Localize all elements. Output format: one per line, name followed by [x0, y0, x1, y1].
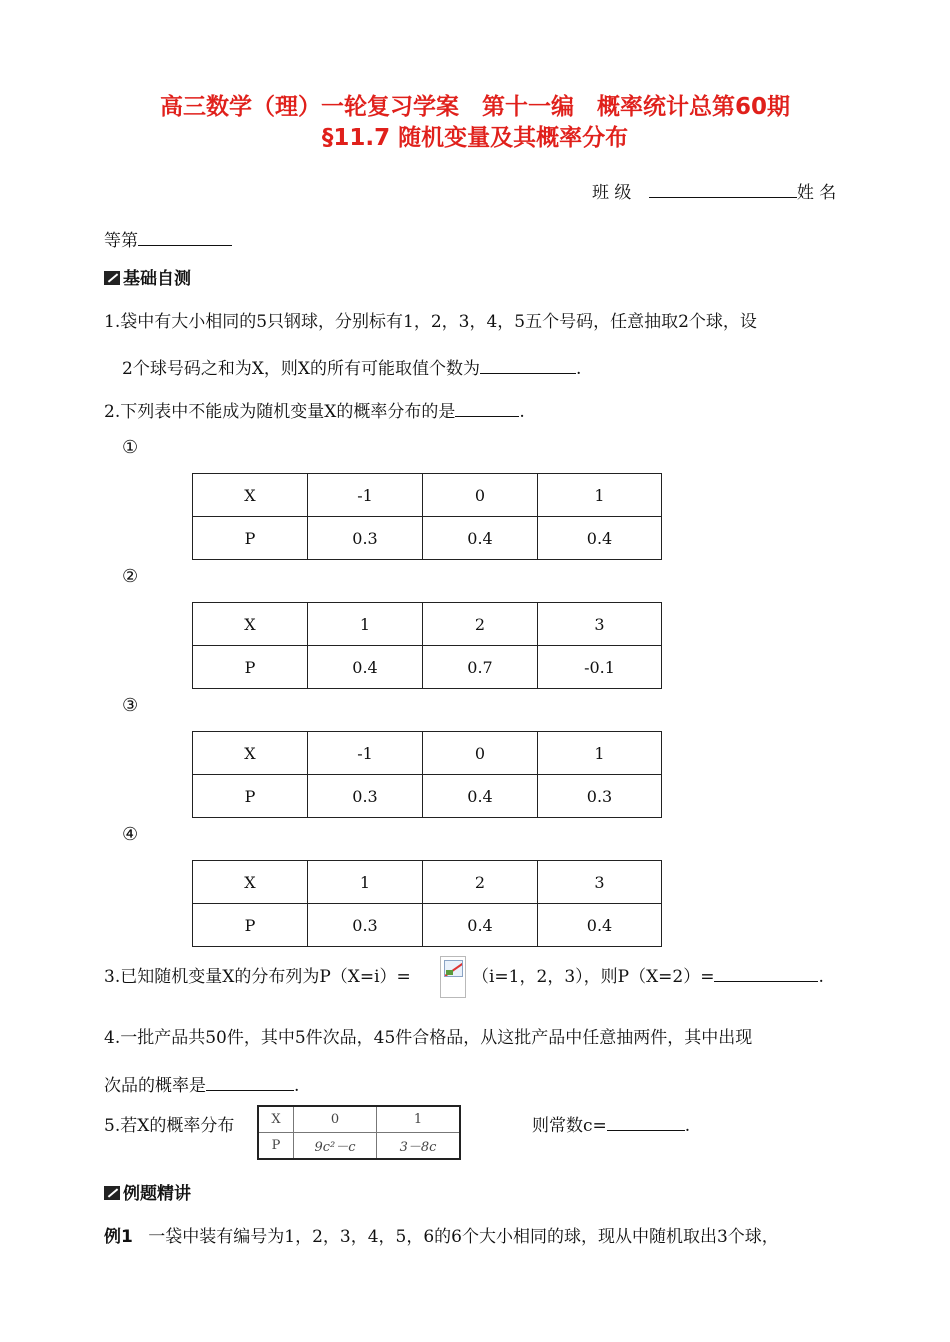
table-row	[193, 474, 662, 517]
q2-stem	[104, 397, 525, 422]
pencil-icon	[104, 271, 120, 285]
table-cell: 9c²－c	[294, 1133, 377, 1160]
table-cell: 3	[538, 603, 662, 646]
example1-text: 一袋中装有编号为1，2，3，4，5，6的6个大小相同的球，现从中随机取出3个球，	[148, 1227, 779, 1247]
q1-line2-text: 2个球号码之和为X，则X的所有可能取值个数为	[122, 359, 481, 379]
q4-end: .	[294, 1076, 300, 1096]
option-mark-4: ④	[122, 824, 139, 845]
table-cell: 0	[423, 474, 538, 517]
grade-label: 等第	[104, 231, 138, 251]
q5-answer	[532, 1111, 690, 1136]
table-row	[258, 1106, 460, 1133]
table-cell: X	[193, 474, 308, 517]
table-cell: 0	[294, 1106, 377, 1133]
table-cell: 0.3	[308, 775, 423, 818]
table-cell: 0.4	[538, 517, 662, 560]
q2-end: .	[519, 402, 525, 422]
document-title: 高三数学（理）一轮复习学案 第十一编 概率统计总第60期	[159, 94, 790, 120]
table-cell: 0.4	[538, 904, 662, 947]
q3-suffix	[472, 962, 824, 987]
table-cell: 0	[423, 732, 538, 775]
option-mark-3: ③	[122, 695, 139, 716]
table-cell: 0.4	[423, 904, 538, 947]
class-field	[592, 178, 836, 203]
q5-answer-blank[interactable]	[607, 1112, 685, 1131]
table-cell: 0.4	[308, 646, 423, 689]
section-basic-heading	[104, 264, 191, 289]
example1	[104, 1222, 779, 1247]
table-cell: 0.7	[423, 646, 538, 689]
table-cell: 1	[308, 861, 423, 904]
table-cell: 2	[423, 861, 538, 904]
q4-line2	[104, 1071, 299, 1096]
q3-prefix: 3.已知随机变量X的分布列为P（X=i）=	[104, 967, 411, 987]
section-examples-label: 例题精讲	[123, 1184, 191, 1204]
document-subtitle: §11.7 随机变量及其概率分布	[321, 125, 629, 151]
example1-label: 例1	[104, 1227, 133, 1247]
table-cell: 0.3	[538, 775, 662, 818]
distribution-table-4	[192, 860, 662, 947]
broken-image-icon	[440, 956, 466, 998]
q4-line1: 4.一批产品共50件，其中5件次品，45件合格品，从这批产品中任意抽两件，其中出现	[104, 1028, 753, 1048]
table-cell: 0.4	[423, 775, 538, 818]
table-cell: 0.4	[423, 517, 538, 560]
class-label: 班 级	[592, 183, 632, 203]
name-label: 姓 名	[796, 183, 837, 203]
option-mark-2: ②	[122, 566, 139, 587]
table-row	[258, 1133, 460, 1160]
table-cell: X	[193, 861, 308, 904]
table-cell: 1	[538, 474, 662, 517]
table-cell: P	[193, 646, 308, 689]
q5-distribution-table	[257, 1105, 461, 1160]
table-cell: -1	[308, 732, 423, 775]
table-row	[193, 904, 662, 947]
table-cell: P	[193, 775, 308, 818]
q1-line2	[122, 354, 581, 379]
table-row	[193, 603, 662, 646]
q4-line2-text: 次品的概率是	[104, 1076, 206, 1096]
table-cell: P	[193, 517, 308, 560]
q4-answer-blank[interactable]	[206, 1072, 294, 1091]
q1-answer-blank[interactable]	[480, 355, 576, 374]
table-cell: 1	[308, 603, 423, 646]
q5-answer-label: 则常数c=	[532, 1116, 607, 1136]
q3-answer-blank[interactable]	[714, 963, 818, 982]
table-cell: 1	[538, 732, 662, 775]
table-cell: X	[193, 732, 308, 775]
grade-blank[interactable]	[138, 227, 232, 246]
table-cell: 3	[538, 861, 662, 904]
table-cell: 3－8c	[377, 1133, 461, 1160]
table-cell: 0.3	[308, 904, 423, 947]
table-cell: -0.1	[538, 646, 662, 689]
q1-end: .	[576, 359, 582, 379]
grade-field	[104, 226, 232, 251]
table-row	[193, 775, 662, 818]
table-cell: P	[193, 904, 308, 947]
class-blank[interactable]	[649, 179, 797, 198]
table-row	[193, 646, 662, 689]
q3-end: .	[818, 967, 824, 987]
image-placeholder-icon	[444, 960, 463, 977]
table-row	[193, 861, 662, 904]
section-basic-label: 基础自测	[123, 269, 191, 289]
table-cell: -1	[308, 474, 423, 517]
table-cell: 0.3	[308, 517, 423, 560]
q5-prefix: 5.若X的概率分布	[104, 1116, 235, 1136]
q2-answer-blank[interactable]	[455, 398, 519, 417]
table-cell: P	[258, 1133, 294, 1160]
section-examples-heading	[104, 1179, 191, 1204]
q1-line1: 1.袋中有大小相同的5只钢球，分别标有1，2，3，4，5五个号码，任意抽取2个球，设	[104, 312, 757, 332]
pencil-icon	[104, 1186, 120, 1200]
q3-suffix-text: （i=1，2，3），则P（X=2）=	[472, 967, 715, 987]
distribution-table-1	[192, 473, 662, 560]
table-row	[193, 517, 662, 560]
option-mark-1: ①	[122, 437, 139, 458]
table-cell: 1	[377, 1106, 461, 1133]
q5-end: .	[684, 1116, 691, 1136]
q2-stem-text: 2.下列表中不能成为随机变量X的概率分布的是	[104, 402, 456, 422]
table-row	[193, 732, 662, 775]
table-cell: 2	[423, 603, 538, 646]
table-cell: X	[193, 603, 308, 646]
distribution-table-2	[192, 602, 662, 689]
distribution-table-3	[192, 731, 662, 818]
table-cell: X	[258, 1106, 294, 1133]
